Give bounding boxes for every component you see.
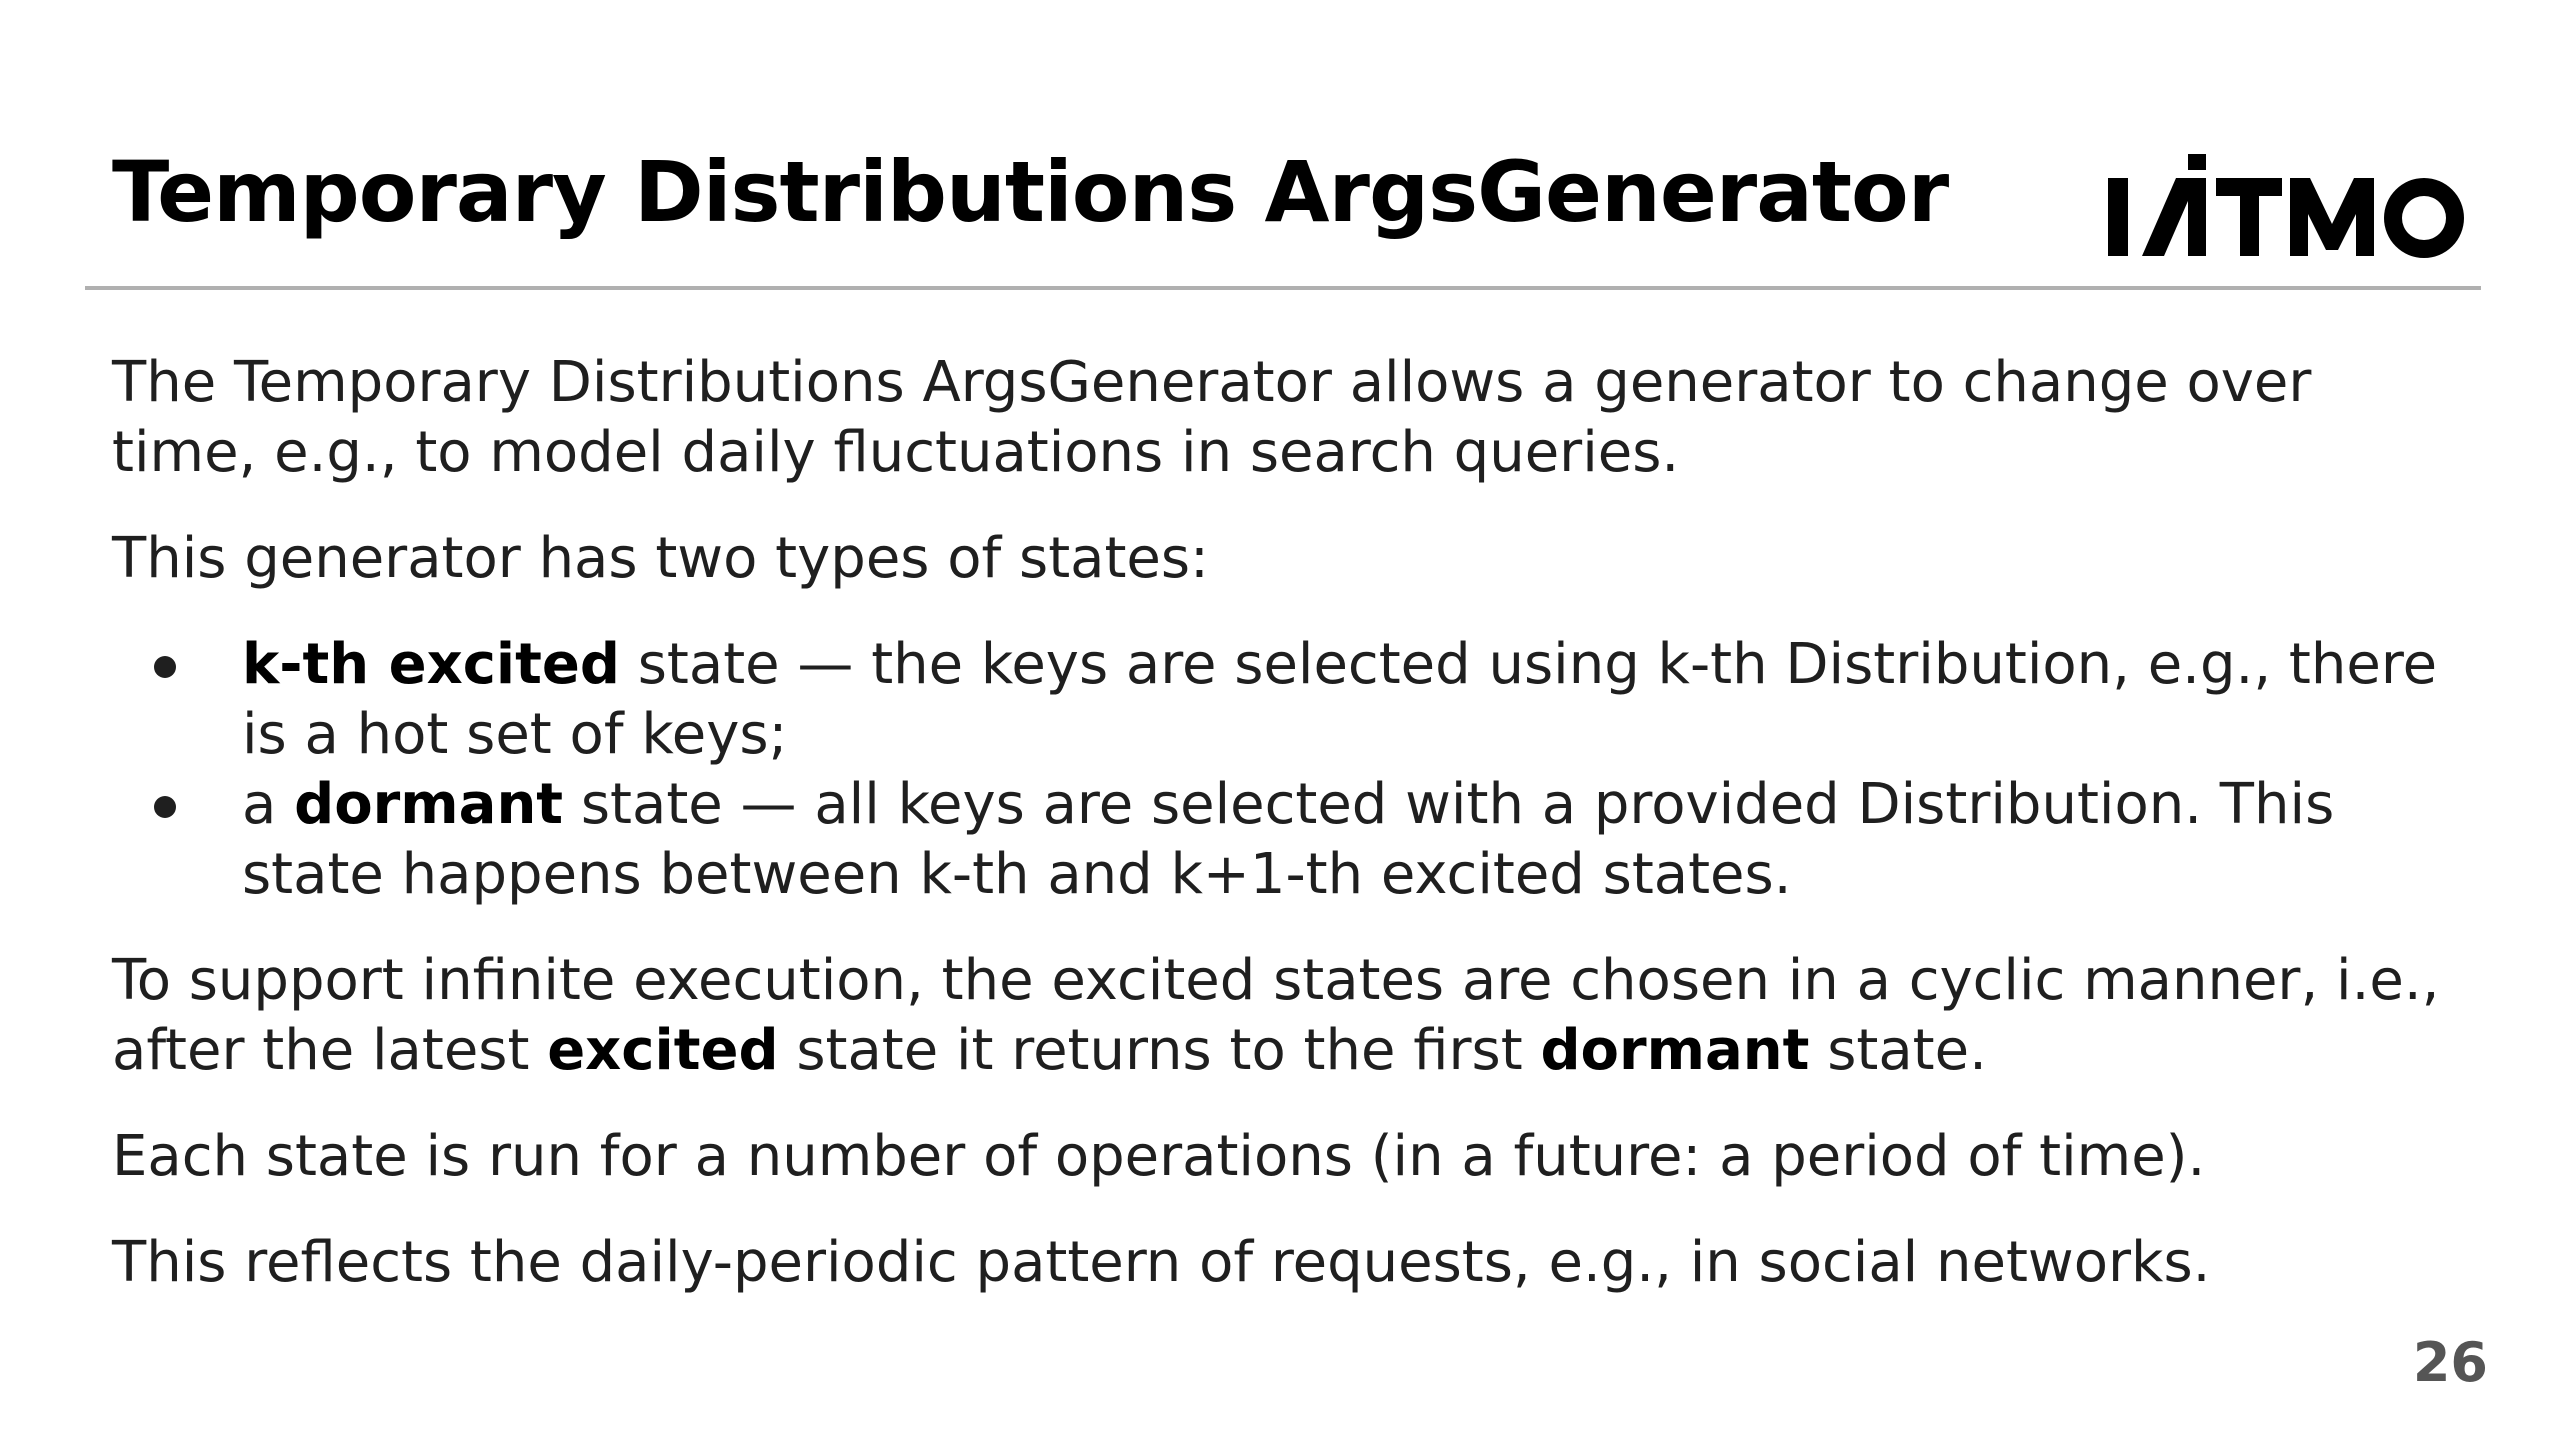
bullet-icon: [154, 656, 176, 678]
bullet-text: state — all keys are selected with a provided Distribution. This state happens between k-th and k+1-th excited states.: [242, 772, 2335, 907]
slide-title: Temporary Distributions ArgsGenerator: [112, 143, 1949, 241]
intro-paragraph: The Temporary Distributions ArgsGenerator allows a generator to change over time, e.g., to model daily fluctuations in search queries.: [112, 350, 2312, 485]
cyclic-bold-dormant: dormant: [1540, 1018, 1810, 1083]
bullet-bold-term: k-th excited: [242, 632, 620, 697]
cyclic-text-3: state.: [1809, 1018, 1987, 1083]
title-divider: [85, 286, 2481, 290]
slide-body: [112, 348, 2472, 1334]
list-item-excited-state: [112, 630, 2472, 770]
bullet-bold-term: dormant: [294, 772, 564, 837]
bullet-text: state — the keys are selected using k-th Distribution, e.g., there is a hot set of keys;: [242, 632, 2438, 767]
cyclic-text-1: To support infinite execution, the excited states are chosen in a cyclic manner, i.e., after the latest: [112, 948, 2440, 1083]
states-list: [112, 630, 2472, 910]
list-item-dormant-state: [112, 770, 2472, 910]
reflects-paragraph: This reflects the daily-periodic pattern of requests, e.g., in social networks.: [112, 1230, 2211, 1295]
itmo-logo: [2106, 150, 2470, 260]
bullet-icon: [154, 796, 176, 818]
page-number: 26: [2412, 1331, 2488, 1394]
cyclic-paragraph: [112, 946, 2472, 1086]
cyclic-bold-excited: excited: [547, 1018, 779, 1083]
states-lead-paragraph: This generator has two types of states:: [112, 526, 1209, 591]
cyclic-text-2: state it returns to the first: [778, 1018, 1541, 1083]
each-state-paragraph: Each state is run for a number of operations (in a future: a period of time).: [112, 1124, 2206, 1189]
bullet-prefix: a: [242, 772, 295, 837]
